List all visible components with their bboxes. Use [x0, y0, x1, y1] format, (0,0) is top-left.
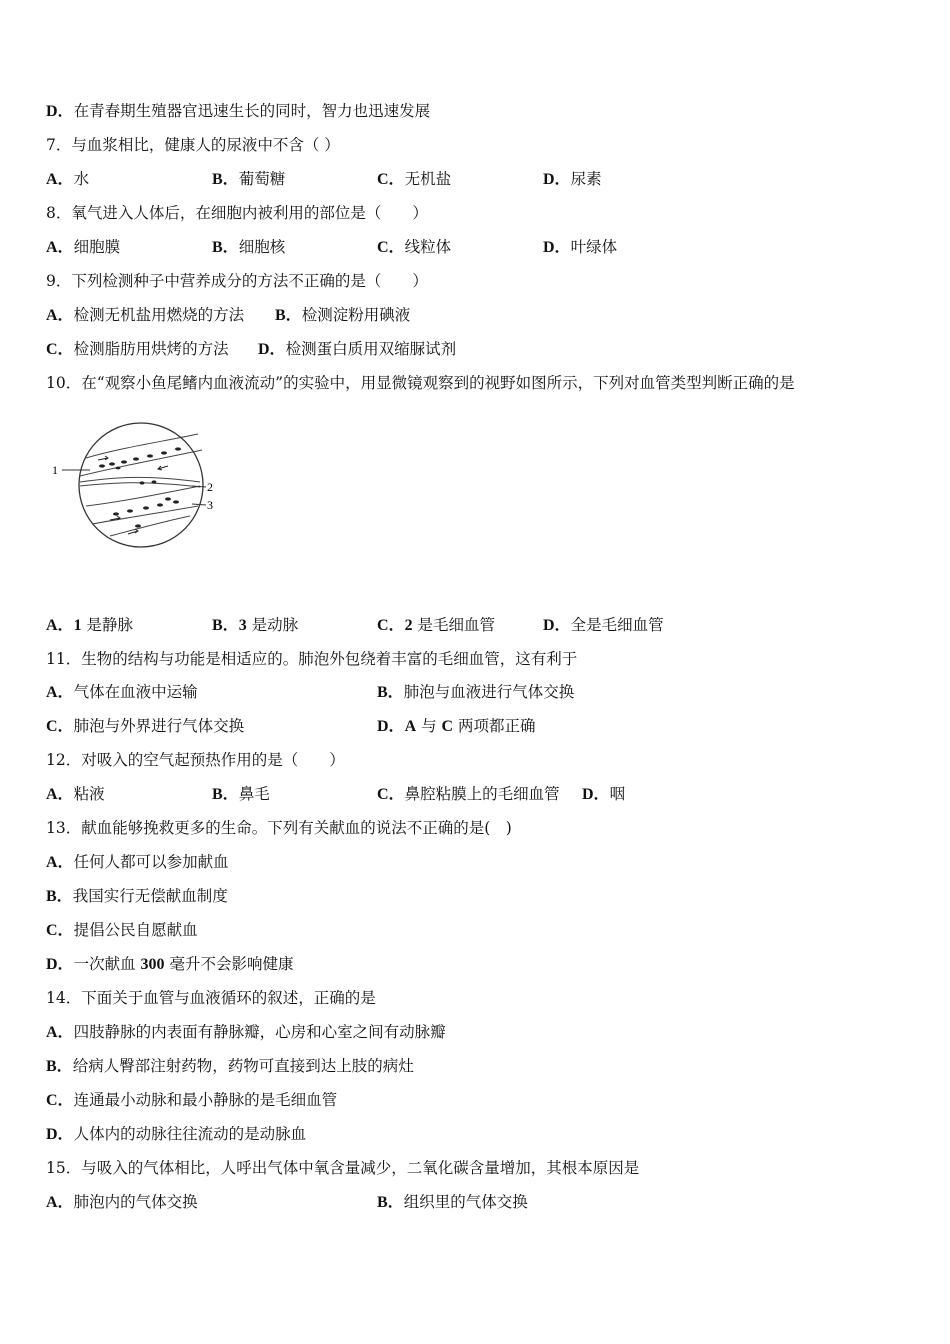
option-text: 肺泡与外界进行气体交换 [73, 717, 245, 735]
q13-option-c[interactable] [46, 918, 198, 942]
option-text: 给病人臀部注射药物，药物可直接到达上肢的病灶 [72, 1057, 414, 1075]
option-letter: A． [46, 786, 74, 803]
q10-stem: 10．在“观察小鱼尾鳍内血液流动”的实验中，用显微镜观察到的视野如图所示，下列对血管类型判断正确的是 [46, 374, 795, 392]
q14-option-b[interactable] [46, 1054, 414, 1078]
option-text: 全是毛细血管 [570, 616, 664, 634]
option-letter: D． [258, 341, 286, 358]
option-letter: B． [377, 684, 404, 701]
q10-option-c[interactable] [377, 613, 495, 638]
option-text: 毫升不会影响健康 [169, 955, 294, 973]
option-text: 叶绿体 [570, 238, 618, 256]
option-letter: D． [543, 239, 571, 256]
option-text: 线粒体 [404, 238, 452, 256]
figure-label-2: 2 [207, 480, 213, 494]
q11-option-d[interactable] [377, 714, 536, 739]
option-letter: D． [377, 718, 405, 735]
option-letter: B． [46, 888, 73, 905]
option-letter: C． [377, 171, 405, 188]
option-letter: C． [46, 922, 74, 939]
option-text: 连通最小动脉和最小静脉的是毛细血管 [73, 1091, 338, 1109]
q7-option-c[interactable] [377, 167, 451, 192]
option-letter: A． [46, 307, 74, 324]
option-letter: D． [46, 956, 74, 973]
option-letter: A． [46, 1194, 74, 1211]
option-text: 粘液 [73, 785, 105, 803]
q13-option-d[interactable] [46, 952, 293, 976]
option-text: 鼻腔粘膜上的毛细血管 [404, 785, 560, 803]
q12-option-b[interactable] [212, 782, 270, 807]
option-text: 细胞膜 [73, 238, 121, 256]
q7-option-a[interactable] [46, 167, 89, 192]
q9-option-a[interactable] [46, 303, 244, 328]
option-text: 检测脂肪用烘烤的方法 [73, 340, 229, 358]
option-letter: C． [377, 786, 405, 803]
option-text: 是毛细血管 [417, 616, 496, 634]
option-text: 无机盐 [404, 170, 452, 188]
option-ref-c: C [441, 718, 454, 735]
option-letter: B． [212, 617, 239, 634]
q13-option-a[interactable] [46, 850, 229, 874]
option-letter: D． [543, 171, 571, 188]
q12-option-d[interactable] [582, 782, 625, 807]
option-letter: C． [377, 617, 405, 634]
q7-option-d[interactable] [543, 167, 602, 192]
option-text: 葡萄糖 [238, 170, 286, 188]
option-text: 组织里的气体交换 [403, 1193, 528, 1211]
option-letter: A． [46, 171, 74, 188]
figure-label-3: 3 [207, 498, 213, 512]
figure-label-1: 1 [52, 463, 58, 477]
option-number: 300 [140, 956, 165, 973]
option-text: 是静脉 [86, 616, 134, 634]
option-text: 咽 [609, 785, 626, 803]
q15-option-a[interactable] [46, 1190, 198, 1215]
option-letter: A． [46, 239, 74, 256]
option-letter: A． [46, 1024, 74, 1041]
q10-option-a[interactable] [46, 613, 133, 638]
option-text: 肺泡内的气体交换 [73, 1193, 198, 1211]
q8-option-a[interactable] [46, 235, 120, 260]
microscope-field-figure [50, 420, 225, 550]
option-letter: A． [46, 617, 74, 634]
q11-option-b[interactable] [377, 680, 574, 705]
option-text: 两项都正确 [458, 717, 536, 735]
option-letter: D． [46, 1126, 74, 1143]
option-prefix: 一次献血 [73, 955, 136, 973]
q14-option-c[interactable] [46, 1088, 337, 1112]
q12-option-c[interactable] [377, 782, 560, 807]
q7-stem: 7．与血浆相比，健康人的尿液中不含（ ） [46, 136, 340, 154]
option-text: 任何人都可以参加献血 [73, 853, 229, 871]
q14-option-d[interactable] [46, 1122, 306, 1146]
option-letter: D． [543, 617, 571, 634]
q6-option-d [46, 99, 430, 123]
option-letter: B． [46, 1058, 73, 1075]
q7-option-b[interactable] [212, 167, 285, 192]
q9-option-b[interactable] [275, 303, 410, 328]
q14-stem: 14．下面关于血管与血液循环的叙述，正确的是 [46, 989, 376, 1007]
q14-option-a[interactable] [46, 1020, 446, 1044]
option-text: 在青春期生殖器官迅速生长的同时，智力也迅速发展 [73, 102, 431, 120]
option-text: 人体内的动脉往往流动的是动脉血 [73, 1125, 307, 1143]
option-text: 我国实行无偿献血制度 [72, 887, 228, 905]
option-text: 提倡公民自愿献血 [73, 921, 198, 939]
option-text: 鼻毛 [238, 785, 270, 803]
option-letter: C． [46, 341, 74, 358]
q10-option-d[interactable] [543, 613, 664, 638]
option-letter: B． [212, 239, 239, 256]
q8-option-c[interactable] [377, 235, 451, 260]
option-letter: D． [582, 786, 610, 803]
option-letter: B． [275, 307, 302, 324]
option-letter: A． [46, 854, 74, 871]
q9-option-d[interactable] [258, 337, 456, 362]
option-letter: C． [377, 239, 405, 256]
q15-stem: 15．与吸入的气体相比，人呼出气体中氧含量减少，二氧化碳含量增加，其根本原因是 [46, 1159, 640, 1177]
option-letter: B． [377, 1194, 404, 1211]
option-text: 检测无机盐用燃烧的方法 [73, 306, 245, 324]
option-text: 四肢静脉的内表面有静脉瓣，心房和心室之间有动脉瓣 [73, 1023, 446, 1041]
q11-stem: 11．生物的结构与功能是相适应的。肺泡外包绕着丰富的毛细血管，这有利于 [46, 650, 578, 668]
option-text: 细胞核 [238, 238, 286, 256]
option-number: 1 [73, 617, 82, 634]
q12-stem: 12．对吸入的空气起预热作用的是（ ） [46, 751, 345, 769]
option-letter: C． [46, 718, 74, 735]
option-text: 检测蛋白质用双缩脲试剂 [285, 340, 457, 358]
option-text: 气体在血液中运输 [73, 683, 198, 701]
option-conj: 与 [421, 717, 437, 735]
q12-option-a[interactable] [46, 782, 105, 807]
option-text: 肺泡与血液进行气体交换 [403, 683, 575, 701]
q13-option-b[interactable] [46, 884, 228, 908]
option-ref-a: A [404, 718, 417, 735]
option-letter: B． [212, 171, 239, 188]
option-text: 尿素 [570, 170, 602, 188]
q15-option-b[interactable] [377, 1190, 528, 1215]
option-letter: D． [46, 103, 74, 120]
option-text: 是动脉 [251, 616, 299, 634]
q8-option-d[interactable] [543, 235, 617, 260]
q10-option-b[interactable] [212, 613, 298, 638]
option-letter: A． [46, 684, 74, 701]
q11-option-a[interactable] [46, 680, 198, 705]
option-number: 3 [238, 617, 247, 634]
q8-stem: 8．氧气进入人体后，在细胞内被利用的部位是（ ） [46, 204, 428, 222]
option-letter: C． [46, 1092, 74, 1109]
q9-option-c[interactable] [46, 337, 229, 362]
option-number: 2 [404, 617, 413, 634]
q8-option-b[interactable] [212, 235, 285, 260]
option-text: 水 [73, 170, 90, 188]
option-letter: B． [212, 786, 239, 803]
q13-stem: 13．献血能够挽救更多的生命。下列有关献血的说法不正确的是( ) [46, 819, 512, 837]
q11-option-c[interactable] [46, 714, 244, 739]
q9-stem: 9．下列检测种子中营养成分的方法不正确的是（ ） [46, 272, 428, 290]
option-text: 检测淀粉用碘液 [301, 306, 411, 324]
